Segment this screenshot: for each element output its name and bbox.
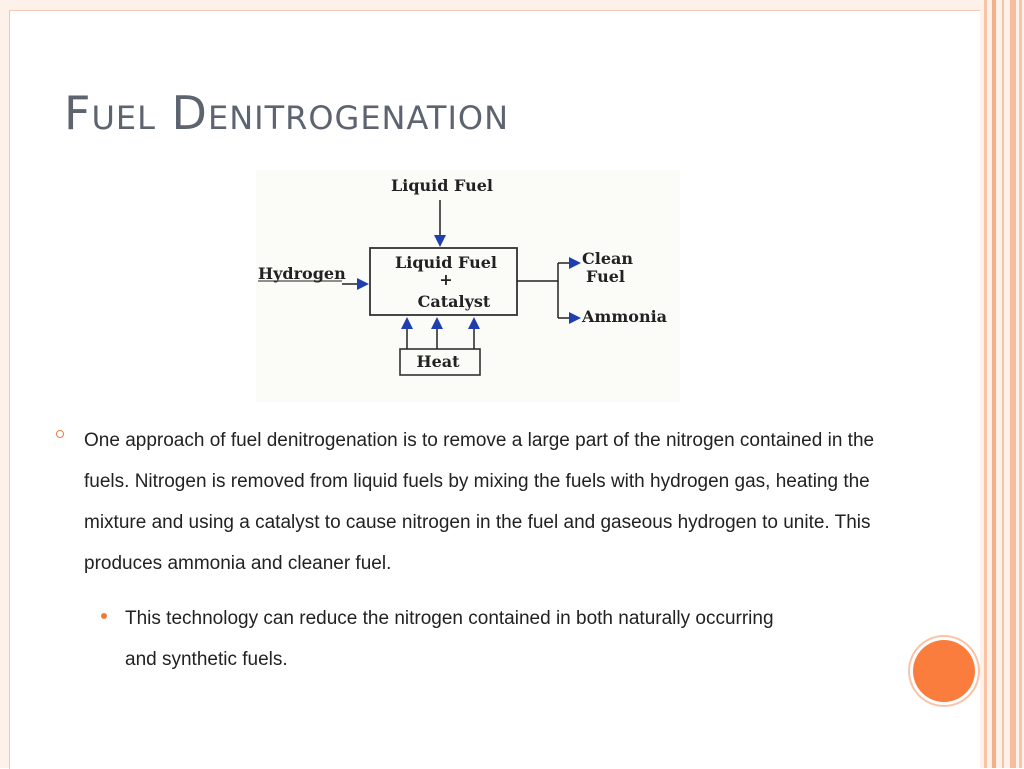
- diagram-label-hydrogen: Hydrogen: [258, 264, 346, 283]
- process-diagram-svg: [256, 170, 680, 402]
- bullet-list: [56, 420, 876, 680]
- process-box-line3: Catalyst: [417, 292, 491, 311]
- process-diagram: [256, 170, 680, 402]
- decor-stripe: [992, 0, 996, 768]
- decorative-circle: [913, 640, 975, 702]
- process-box-line1: Liquid Fuel: [395, 253, 497, 272]
- diagram-label-liquid-fuel-input: Liquid Fuel: [391, 176, 493, 195]
- decor-stripe: [1002, 0, 1004, 768]
- diagram-label-clean: Clean: [582, 249, 633, 268]
- decor-stripe: [984, 0, 987, 768]
- diagram-label-heat: Heat: [416, 352, 460, 371]
- bullet-item: [56, 420, 876, 584]
- sub-bullet-item: [97, 598, 805, 680]
- decor-stripe: [1010, 0, 1016, 768]
- hollow-circle-bullet-icon: [56, 430, 64, 438]
- decor-stripe: [1019, 0, 1022, 768]
- filled-dot-bullet-icon: [101, 613, 107, 619]
- process-box-line2: +: [439, 270, 453, 289]
- slide-title: Fuel Denitrogenation: [64, 86, 510, 140]
- sub-bullet-text: This technology can reduce the nitrogen contained in both naturally occurring and synthetic fuels.: [125, 608, 774, 670]
- bullet-text: One approach of fuel denitrogenation is to remove a large part of the nitrogen contained in the fuels. Nitrogen is removed from liquid fuels by mixing the fuels with hydrogen gas, heating the mixture and using a catalyst to cause nitrogen in the fuel and gaseous hydrogen to unite. This produces ammonia and cleaner fuel.: [84, 430, 875, 574]
- diagram-label-fuel: Fuel: [586, 267, 625, 286]
- diagram-label-ammonia: Ammonia: [582, 307, 668, 326]
